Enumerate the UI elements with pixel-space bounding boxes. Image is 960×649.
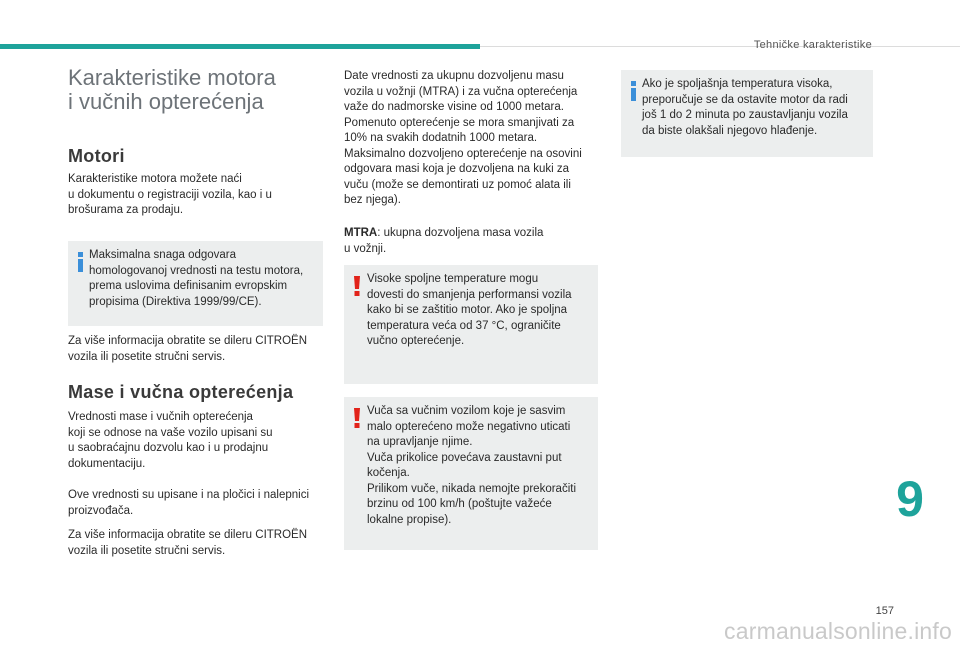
text-line: temperatura veća od 37 °C, ograničite — [367, 319, 561, 332]
text-line: lokalne propise). — [367, 513, 452, 526]
warning-box-towing — [344, 397, 598, 550]
text-line: vozila ili posetite stručni servis. — [68, 544, 226, 557]
text-line: još 1 do 2 minuta po zaustavljanju vozila — [642, 109, 848, 121]
text-line: vučno opterećenje. — [367, 335, 465, 347]
text-line: Vrednosti mase i vučnih opterećenja — [68, 411, 253, 423]
text-line: brošurama za prodaju. — [68, 204, 184, 216]
page-number: 157 — [875, 605, 894, 617]
chapter-number: 9 — [896, 471, 924, 527]
mtra-intro-paragraph — [344, 69, 604, 209]
plates-paragraph — [68, 488, 328, 519]
warning-icon — [350, 275, 364, 297]
text-line: Vuča sa vučnim vozilom koje je sasvim — [367, 405, 566, 417]
text-line: 10% na svakih dodatnih 1000 metara. — [344, 132, 538, 144]
text-line: propisima (Direktiva 1999/99/CE). — [89, 295, 262, 308]
text-line: Ako je spoljašnja temperatura visoka, — [642, 78, 833, 90]
text-line: malo opterećeno može negativno uticati — [367, 420, 571, 433]
heading-mase: Mase i vučna opterećenja — [68, 382, 294, 402]
info-box-cooling — [621, 70, 873, 157]
text-line: Date vrednosti za ukupnu dozvoljenu masu — [344, 70, 564, 82]
text-line: u vožnji. — [344, 242, 387, 255]
text-line: vozila ili posetite stručni servis. — [68, 350, 226, 363]
page-title — [68, 66, 328, 114]
info-icon — [72, 251, 90, 273]
text-line: kočenja. — [367, 467, 410, 479]
text-line: : ukupna dozvoljena masa vozila — [377, 227, 544, 239]
text-line: Vuča prikolice povećava zaustavni put — [367, 451, 562, 464]
text-line: Za više informacija obratite se dileru CITROËN — [68, 335, 308, 347]
warning-box-temperature — [344, 265, 598, 384]
text-line: kako bi se zaštitio motor. Ako je spoljna — [367, 304, 568, 316]
text-line: Ove vrednosti su upisane i na pločici i nalepnici — [68, 489, 309, 501]
text-line: Za više informacija obratite se dileru CITROËN — [68, 529, 308, 541]
text-line: vuču (može se demontirati uz pomoć alata ili — [344, 178, 571, 191]
text-line: u dokumentu o registraciji vozila, kao i u — [68, 188, 272, 201]
info-box-text — [642, 77, 872, 139]
text-line: Maksimalna snaga odgovara — [89, 249, 237, 261]
mtra-definition — [344, 226, 600, 257]
header-accent-bar — [0, 44, 480, 49]
text-line: odgovara masi koja je dozvoljena na kuki za — [344, 163, 570, 175]
page-title-line: i vučnih opterećenja — [68, 89, 264, 114]
section-title: Tehničke karakteristike — [753, 39, 872, 51]
page-title-line: Karakteristike motora — [68, 65, 276, 90]
heading-motori: Motori — [68, 146, 125, 166]
text-line: Maksimalno dozvoljeno opterećenje na osovini — [344, 147, 582, 160]
text-line: homologovanoj vrednosti na testu motora, — [89, 264, 304, 277]
contact-paragraph — [68, 528, 328, 559]
text-line: bez njega). — [344, 194, 401, 206]
mtra-term: MTRA — [344, 227, 378, 239]
header-divider — [480, 46, 960, 47]
mase-paragraph — [68, 410, 324, 472]
text-line: prema uslovima definisanim evropskim — [89, 280, 288, 292]
text-line: koji se odnose na vaše vozilo upisani su — [68, 426, 273, 439]
motori-paragraph — [68, 172, 324, 219]
text-line: dovesti do smanjenja performansi vozila — [367, 288, 572, 301]
info-box-text — [89, 248, 321, 310]
text-line: u saobraćajnu dozvolu kao i u prodajnu — [68, 442, 269, 454]
watermark: carmanualsonline.info — [724, 618, 952, 644]
warning-box-text — [367, 272, 595, 350]
text-line: Pomenuto opterećenje se mora smanjivati za — [344, 116, 575, 129]
warning-box-text — [367, 404, 595, 528]
text-line: Visoke spoljne temperature mogu — [367, 273, 539, 285]
info-icon — [625, 80, 643, 102]
text-line: vozila u vožnji (MTRA) i za vučna opterećenja — [344, 85, 578, 98]
text-line: Karakteristike motora možete naći — [68, 173, 242, 185]
text-line: dokumentaciju. — [68, 457, 146, 470]
text-line: da biste olakšali njegovo hlađenje. — [642, 124, 818, 137]
text-line: Prilikom vuče, nikada nemojte prekoračiti — [367, 482, 577, 495]
text-line: na upravljanje njime. — [367, 436, 473, 448]
text-line: važe do nadmorske visine od 1000 metara. — [344, 101, 564, 113]
contact-paragraph — [68, 334, 328, 365]
info-box-power — [68, 241, 323, 326]
warning-icon — [350, 407, 364, 429]
text-line: proizvođača. — [68, 504, 134, 517]
text-line: brzinu od 100 km/h (poštujte važeće — [367, 498, 552, 510]
text-line: preporučuje se da ostavite motor da radi — [642, 93, 848, 106]
